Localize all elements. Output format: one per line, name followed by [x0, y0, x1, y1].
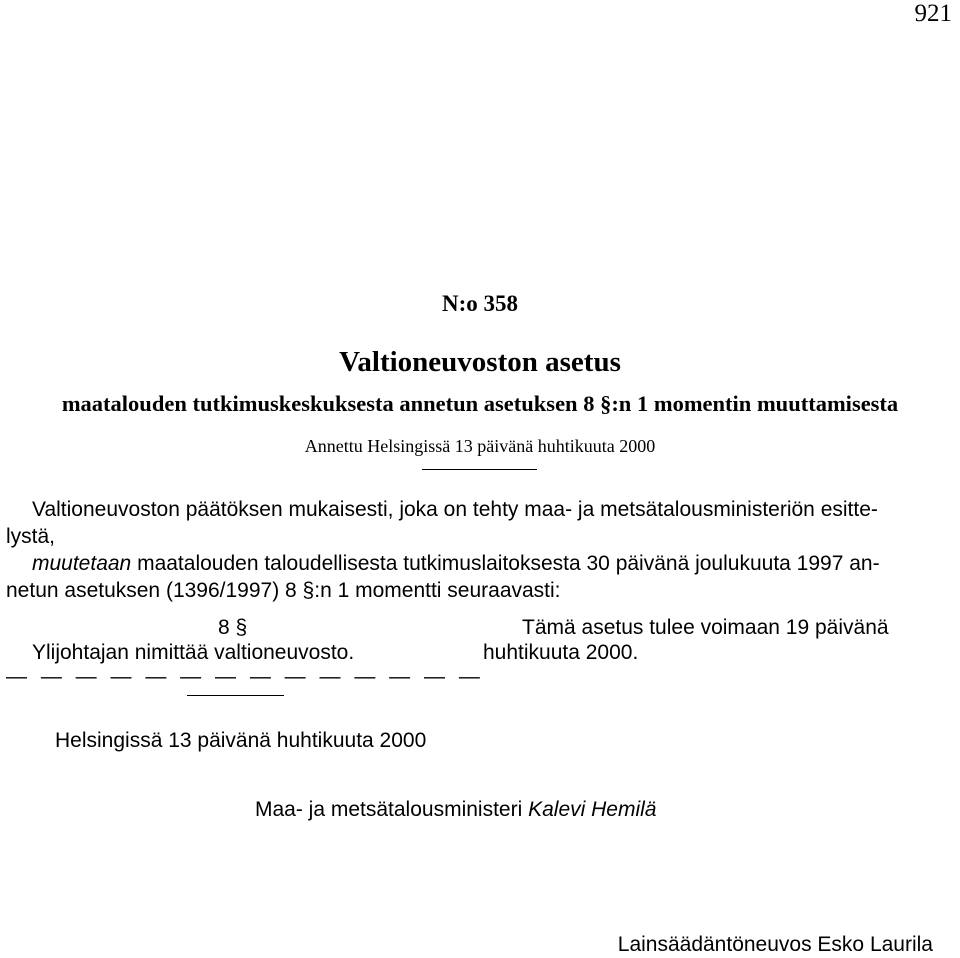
minister-name: Kalevi Hemilä — [528, 798, 657, 821]
omission-dashes: — — — — — — — — — — — — — — — [6, 665, 484, 688]
entry-into-force-line-2: huhtikuuta 2000. — [483, 641, 639, 664]
intro-paragraph-line-1: Valtioneuvoston päätöksen mukaisesti, joka on tehty maa- ja metsätalousministeriön esitte- — [32, 498, 878, 521]
amend-paragraph-line-1 — [32, 550, 880, 577]
secretary-signature: Lainsäädäntöneuvos Esko Laurila — [617, 933, 933, 956]
entry-into-force-line-1: Tämä asetus tulee voimaan 19 päivänä — [522, 616, 889, 639]
intro-paragraph-line-2: lystä, — [6, 525, 56, 548]
minister-signature — [255, 796, 656, 823]
section-text: Ylijohtajan nimittää valtioneuvosto. — [32, 641, 355, 664]
section-divider — [187, 695, 284, 696]
statute-number: N:o 358 — [441, 291, 519, 316]
document-title: Valtioneuvoston asetus — [339, 346, 621, 378]
place-date: Helsingissä 13 päivänä huhtikuuta 2000 — [55, 729, 427, 752]
amend-text: maatalouden taloudellisesta tutkimuslaitoksesta 30 päivänä joulukuuta 1997 an- — [131, 552, 880, 575]
document-subtitle: maatalouden tutkimuskeskuksesta annetun asetuksen 8 §:n 1 momentin muuttamisesta — [61, 391, 899, 416]
page-number: 921 — [914, 0, 952, 27]
amend-keyword: muutetaan — [32, 552, 132, 575]
given-line: Annettu Helsingissä 13 päivänä huhtikuuta 2000 — [304, 436, 656, 456]
minister-title: Maa- ja metsätalousministeri — [255, 798, 529, 821]
section-heading: 8 § — [218, 616, 248, 639]
amend-paragraph-line-2: netun asetuksen (1396/1997) 8 §:n 1 momentti seuraavasti: — [6, 579, 561, 602]
title-divider — [422, 469, 537, 470]
